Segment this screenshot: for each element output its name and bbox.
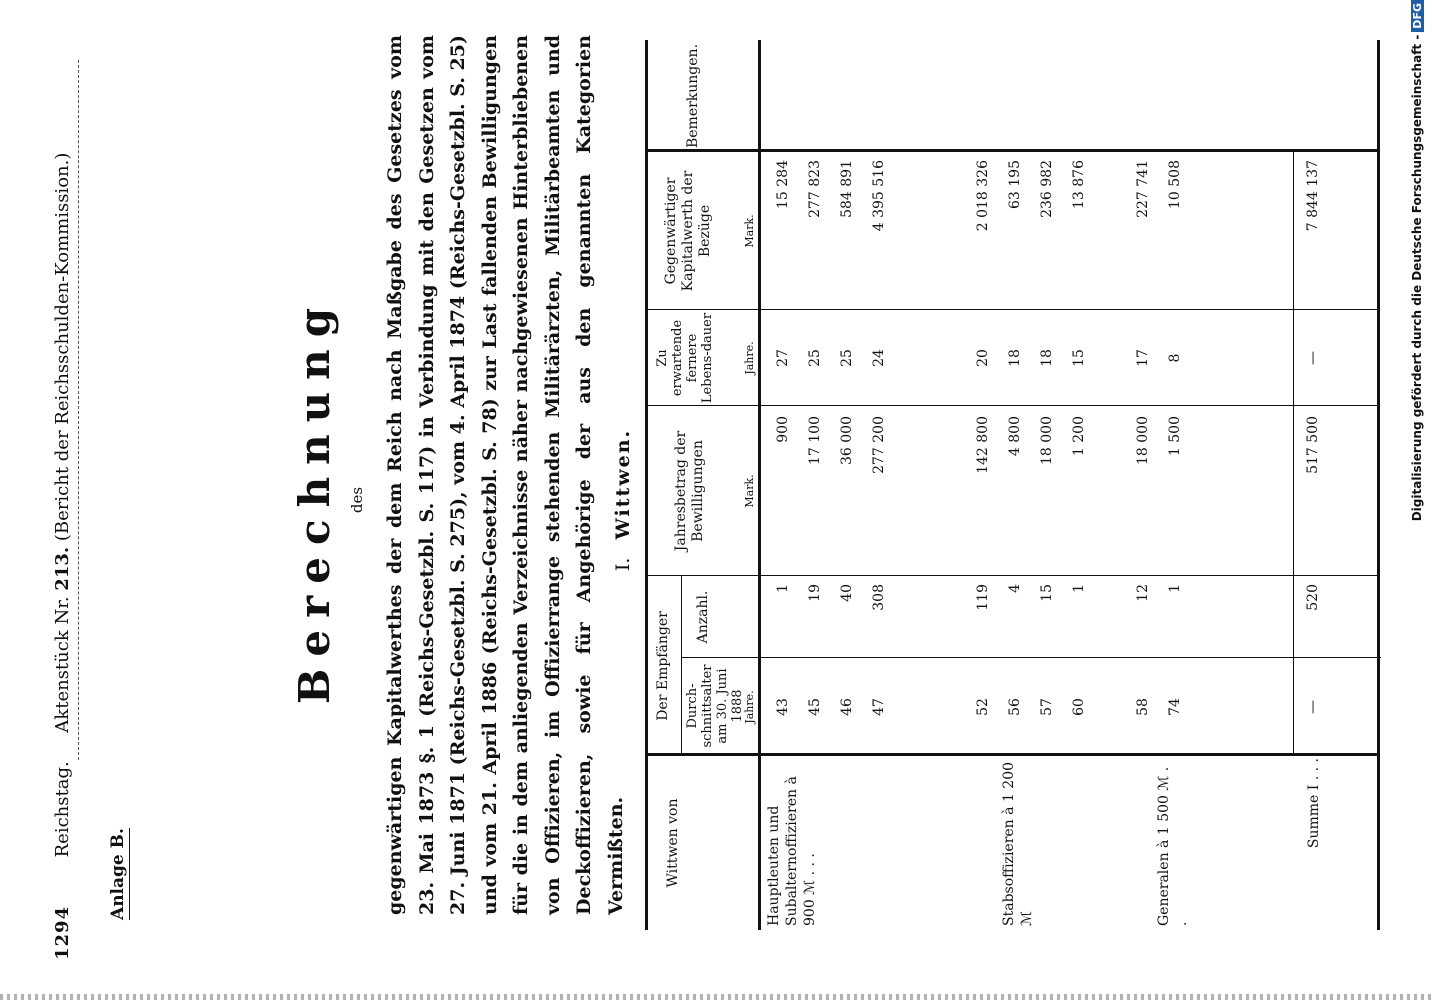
row-count: 1 — [1071, 584, 1087, 593]
group-rule — [681, 576, 682, 756]
row-annual: 4 800 — [1007, 416, 1023, 457]
unit-capital: Mark. — [743, 214, 756, 248]
row-capital: 13 876 — [1071, 160, 1087, 209]
row-life: 18 — [1007, 349, 1023, 367]
row-count: 15 — [1039, 584, 1055, 602]
row-life: 24 — [871, 349, 887, 367]
row-capital: 277 823 — [807, 160, 823, 218]
row-age: 60 — [1071, 698, 1087, 716]
unit-age: Jahre. — [743, 690, 756, 724]
header-suffix: (Bericht der Reichsschulden-Kommission.) — [52, 152, 73, 542]
section-heading — [612, 0, 634, 1000]
sum-age: — — [1305, 700, 1321, 714]
header-prefix: Aktenstück Nr. — [52, 596, 73, 733]
row-count: 308 — [871, 584, 887, 611]
unit-life: Jahre. — [743, 341, 756, 375]
row-annual: 18 000 — [1135, 416, 1151, 465]
row-age: 74 — [1167, 698, 1183, 716]
widows-table — [645, 40, 1380, 930]
row-age: 45 — [807, 698, 823, 716]
header-line — [52, 110, 73, 900]
page-subtitle: des — [348, 486, 366, 514]
page-number: 1294 — [52, 905, 73, 960]
row-count: 19 — [807, 584, 823, 602]
page-header — [52, 40, 76, 960]
sum-annual: 517 500 — [1305, 416, 1321, 474]
header-recipients: Der Empfänger — [655, 611, 671, 721]
row-capital: 15 284 — [775, 160, 791, 209]
row-annual: 1 500 — [1167, 416, 1183, 457]
row-life: 25 — [839, 349, 855, 367]
header-widows: Wittwen von — [665, 798, 681, 888]
header-capital: Gegenwärtiger Kapitalwerth der Bezüge — [663, 170, 713, 292]
row-age: 58 — [1135, 698, 1151, 716]
row-age: 52 — [975, 698, 991, 716]
section-title: Wittwen. — [612, 428, 634, 540]
unit-annual: Mark. — [743, 474, 756, 508]
header-avg-age: Durch-schnittsalter am 30. Juni 1888 — [685, 664, 745, 748]
group-label-staff: Stabsoffizieren à 1 200 ℳ — [1001, 761, 1035, 926]
row-age: 57 — [1039, 698, 1055, 716]
header-life: Zu erwartende fernere Lebens-dauer — [655, 312, 715, 404]
row-capital: 236 982 — [1039, 160, 1055, 218]
group-label-captains: Hauptleuten und Subalternoffizieren à 900 ℳ . . . — [766, 776, 818, 926]
section-numeral: I. — [612, 557, 634, 572]
row-count: 1 — [775, 584, 791, 593]
row-life: 27 — [775, 349, 791, 367]
row-age: 56 — [1007, 698, 1023, 716]
header-number: 213. — [52, 546, 73, 591]
header-count: Anzahl. — [695, 590, 711, 644]
scan-edge — [0, 994, 1432, 1000]
dfg-logo: DFG — [1411, 0, 1424, 32]
row-capital: 227 741 — [1135, 160, 1151, 218]
row-annual: 142 800 — [975, 416, 991, 474]
row-annual: 18 000 — [1039, 416, 1055, 465]
row-capital: 10 508 — [1167, 160, 1183, 209]
row-annual: 1 200 — [1071, 416, 1087, 457]
digitization-note — [1410, 0, 1424, 1000]
sum-label: Summe I . . . — [1306, 758, 1322, 849]
row-age: 47 — [871, 698, 887, 716]
row-age: 46 — [839, 698, 855, 716]
table-header-rule — [758, 40, 761, 930]
anlage-label: Anlage B. — [108, 828, 128, 920]
row-life: 15 — [1071, 349, 1087, 367]
header-remarks: Bemerkungen. — [685, 43, 701, 149]
page-title: Berechnung — [290, 295, 339, 705]
row-annual: 900 — [775, 416, 791, 443]
row-life: 17 — [1135, 349, 1151, 367]
row-life: 8 — [1167, 353, 1183, 363]
sum-rule — [1293, 152, 1294, 756]
table-bottom-rule — [1377, 40, 1380, 930]
row-life: 18 — [1039, 349, 1055, 367]
table-top-rule — [645, 40, 648, 930]
row-capital: 4 395 516 — [871, 160, 887, 232]
row-count: 4 — [1007, 584, 1023, 593]
row-life: 20 — [975, 349, 991, 367]
row-life: 25 — [807, 349, 823, 367]
intro-paragraph: gegenwärtigen Kapitalwerthes der dem Reich nach Maßgabe des Gesetzes vom 23. Mai 1873 §. 1 (Reichs-Gesetzbl. S. 117) in Verbindung mit den Gesetzen vom 27. Juni 1871 (Reichs-Gesetzbl. S. 275), vom 4. April 1874 (Reichs-Gesetzbl. S. 25) und vom 21. April 1886 (Reichs-Gesetzbl. S. 78) zur Last fallenden Bewilligungen für die in dem anliegenden Verzeichnisse näher nachgewiesenen Hinterbliebenen von Offizieren, im Offizierrange stehenden Militärärzten, Militärbeamten und Deckoffizieren, sowie für Angehörige der aus den genannten Kategorien Vermißten. — [384, 35, 627, 915]
header-annual: Jahresbetrag der Bewilligungen — [673, 430, 706, 552]
sum-count: 520 — [1305, 584, 1321, 611]
digitization-text: Digitalisierung gefördert durch die Deutsche Forschungsgemeinschaft - — [1410, 34, 1424, 522]
row-count: 1 — [1167, 584, 1183, 593]
sum-life: — — [1305, 351, 1321, 365]
row-annual: 277 200 — [871, 416, 887, 474]
row-capital: 63 195 — [1007, 160, 1023, 209]
header-left-text: Reichstag. — [52, 761, 73, 858]
row-capital: 584 891 — [839, 160, 855, 218]
row-count: 119 — [975, 584, 991, 611]
row-count: 12 — [1135, 584, 1151, 602]
row-annual: 36 000 — [839, 416, 855, 465]
group-label-generals: Generalen à 1 500 ℳ . . — [1156, 766, 1190, 926]
row-count: 40 — [839, 584, 855, 602]
row-age: 43 — [775, 698, 791, 716]
sum-capital: 7 844 137 — [1305, 160, 1321, 232]
row-annual: 17 100 — [807, 416, 823, 465]
row-capital: 2 018 326 — [975, 160, 991, 232]
header-rule — [78, 60, 79, 760]
